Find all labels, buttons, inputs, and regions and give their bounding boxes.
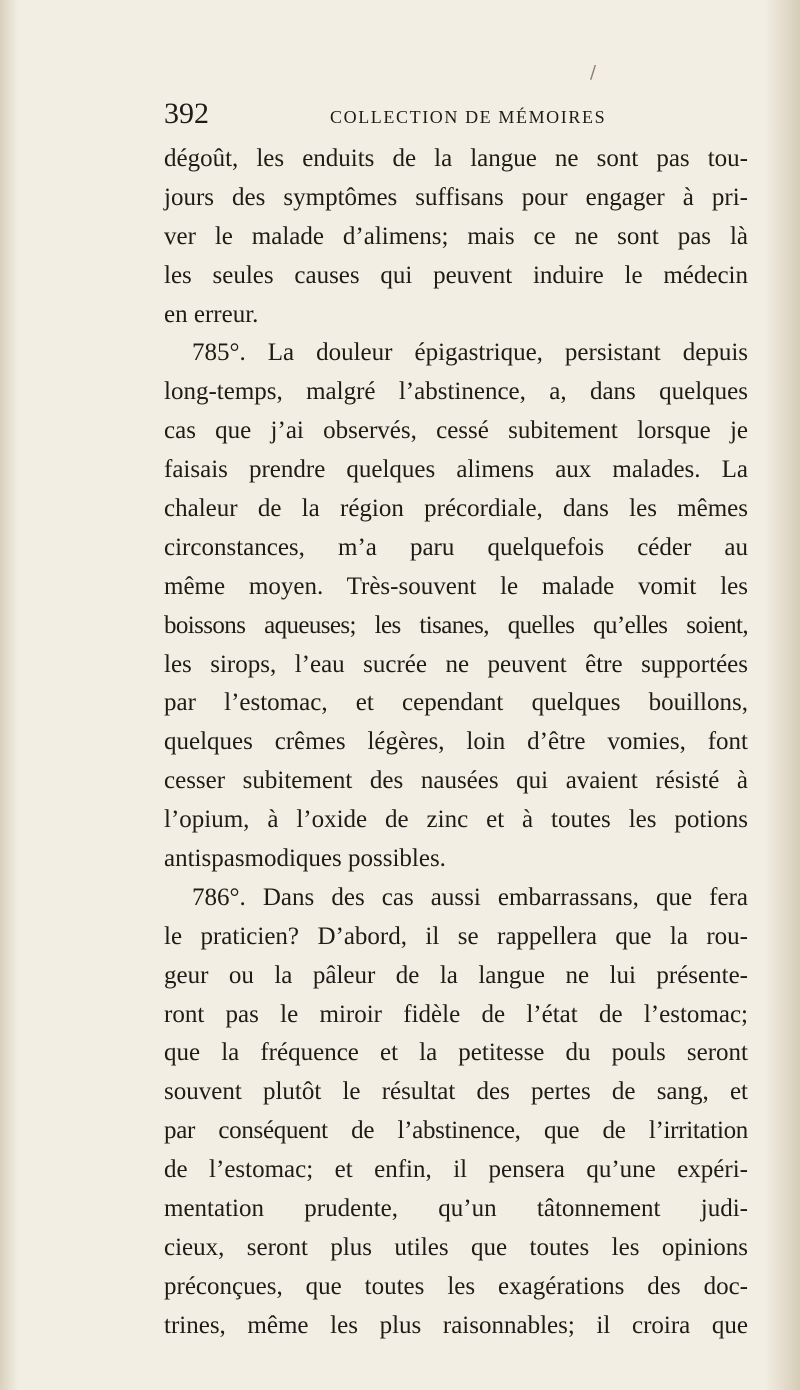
text-line: les seules causes qui peuvent induire le médecin bbox=[164, 261, 748, 289]
text-line: de l’estomac; et enfin, il pensera qu’une expéri- bbox=[164, 1156, 748, 1184]
text-line: quelques crêmes légères, loin d’être vomies, font bbox=[164, 728, 748, 756]
body-text bbox=[164, 140, 748, 1346]
text-line: faisais prendre quelques alimens aux malades. La bbox=[164, 456, 748, 484]
running-head: COLLECTION DE MÉMOIRES bbox=[330, 107, 607, 127]
text-line: cesser subitement des nausées qui avaient résisté à bbox=[164, 767, 748, 795]
text-line: que la fréquence et la petitesse du pouls seront bbox=[164, 1039, 748, 1067]
text-line: l’opium, à l’oxide de zinc et à toutes les potions bbox=[164, 806, 748, 834]
text-line: souvent plutôt le résultat des pertes de sang, et bbox=[164, 1078, 748, 1106]
text-line: ver le malade d’alimens; mais ce ne sont pas là bbox=[164, 222, 748, 250]
text-line: circonstances, m’a paru quelquefois céder au bbox=[164, 533, 748, 561]
text-line: chaleur de la région précordiale, dans les mêmes bbox=[164, 495, 748, 523]
text-line: geur ou la pâleur de la langue ne lui présente- bbox=[164, 961, 748, 989]
text-line: même moyen. Très-souvent le malade vomit les bbox=[164, 572, 748, 600]
text-line: par l’estomac, et cependant quelques bouillons, bbox=[164, 689, 748, 717]
paragraph-785-start: 785°. La douleur épigastrique, persistant depuis bbox=[192, 339, 748, 367]
text-line: cas que j’ai observés, cessé subitement lorsque je bbox=[164, 417, 748, 445]
page-edge-shadow-right bbox=[764, 0, 800, 1390]
text-line: le praticien? D’abord, il se rappellera que la rou- bbox=[164, 922, 748, 950]
text-line: par conséquent de l’abstinence, que de l’irritation bbox=[164, 1117, 748, 1145]
text-line: ront pas le miroir fidèle de l’état de l’estomac; bbox=[164, 1000, 748, 1028]
text-line: antispasmodiques possibles. bbox=[164, 845, 446, 873]
text-line: jours des symptômes suffisans pour engager à pri- bbox=[164, 183, 748, 211]
text-line: préconçues, que toutes les exagérations des doc- bbox=[164, 1272, 748, 1300]
page-edge-shadow-left bbox=[0, 0, 18, 1390]
text-line: trines, même les plus raisonnables; il croira que bbox=[164, 1311, 748, 1339]
text-line: boissons aqueuses; les tisanes, quelles qu’elles soient, bbox=[164, 611, 748, 639]
text-line: mentation prudente, qu’un tâtonnement judi- bbox=[164, 1195, 748, 1223]
page-number: 392 bbox=[164, 97, 209, 130]
text-line: dégoût, les enduits de la langue ne sont pas tou- bbox=[164, 145, 748, 172]
text-line: en erreur. bbox=[164, 300, 259, 328]
text-line: long-temps, malgré l’abstinence, a, dans quelques bbox=[164, 378, 748, 406]
text-line: les sirops, l’eau sucrée ne peuvent être supportées bbox=[164, 650, 748, 678]
paragraph-786-start: 786°. Dans des cas aussi embarrassans, que fera bbox=[192, 883, 748, 911]
text-line: cieux, seront plus utiles que toutes les opinions bbox=[164, 1233, 748, 1261]
stray-pen-mark: / bbox=[590, 62, 597, 83]
page-header bbox=[164, 96, 744, 136]
